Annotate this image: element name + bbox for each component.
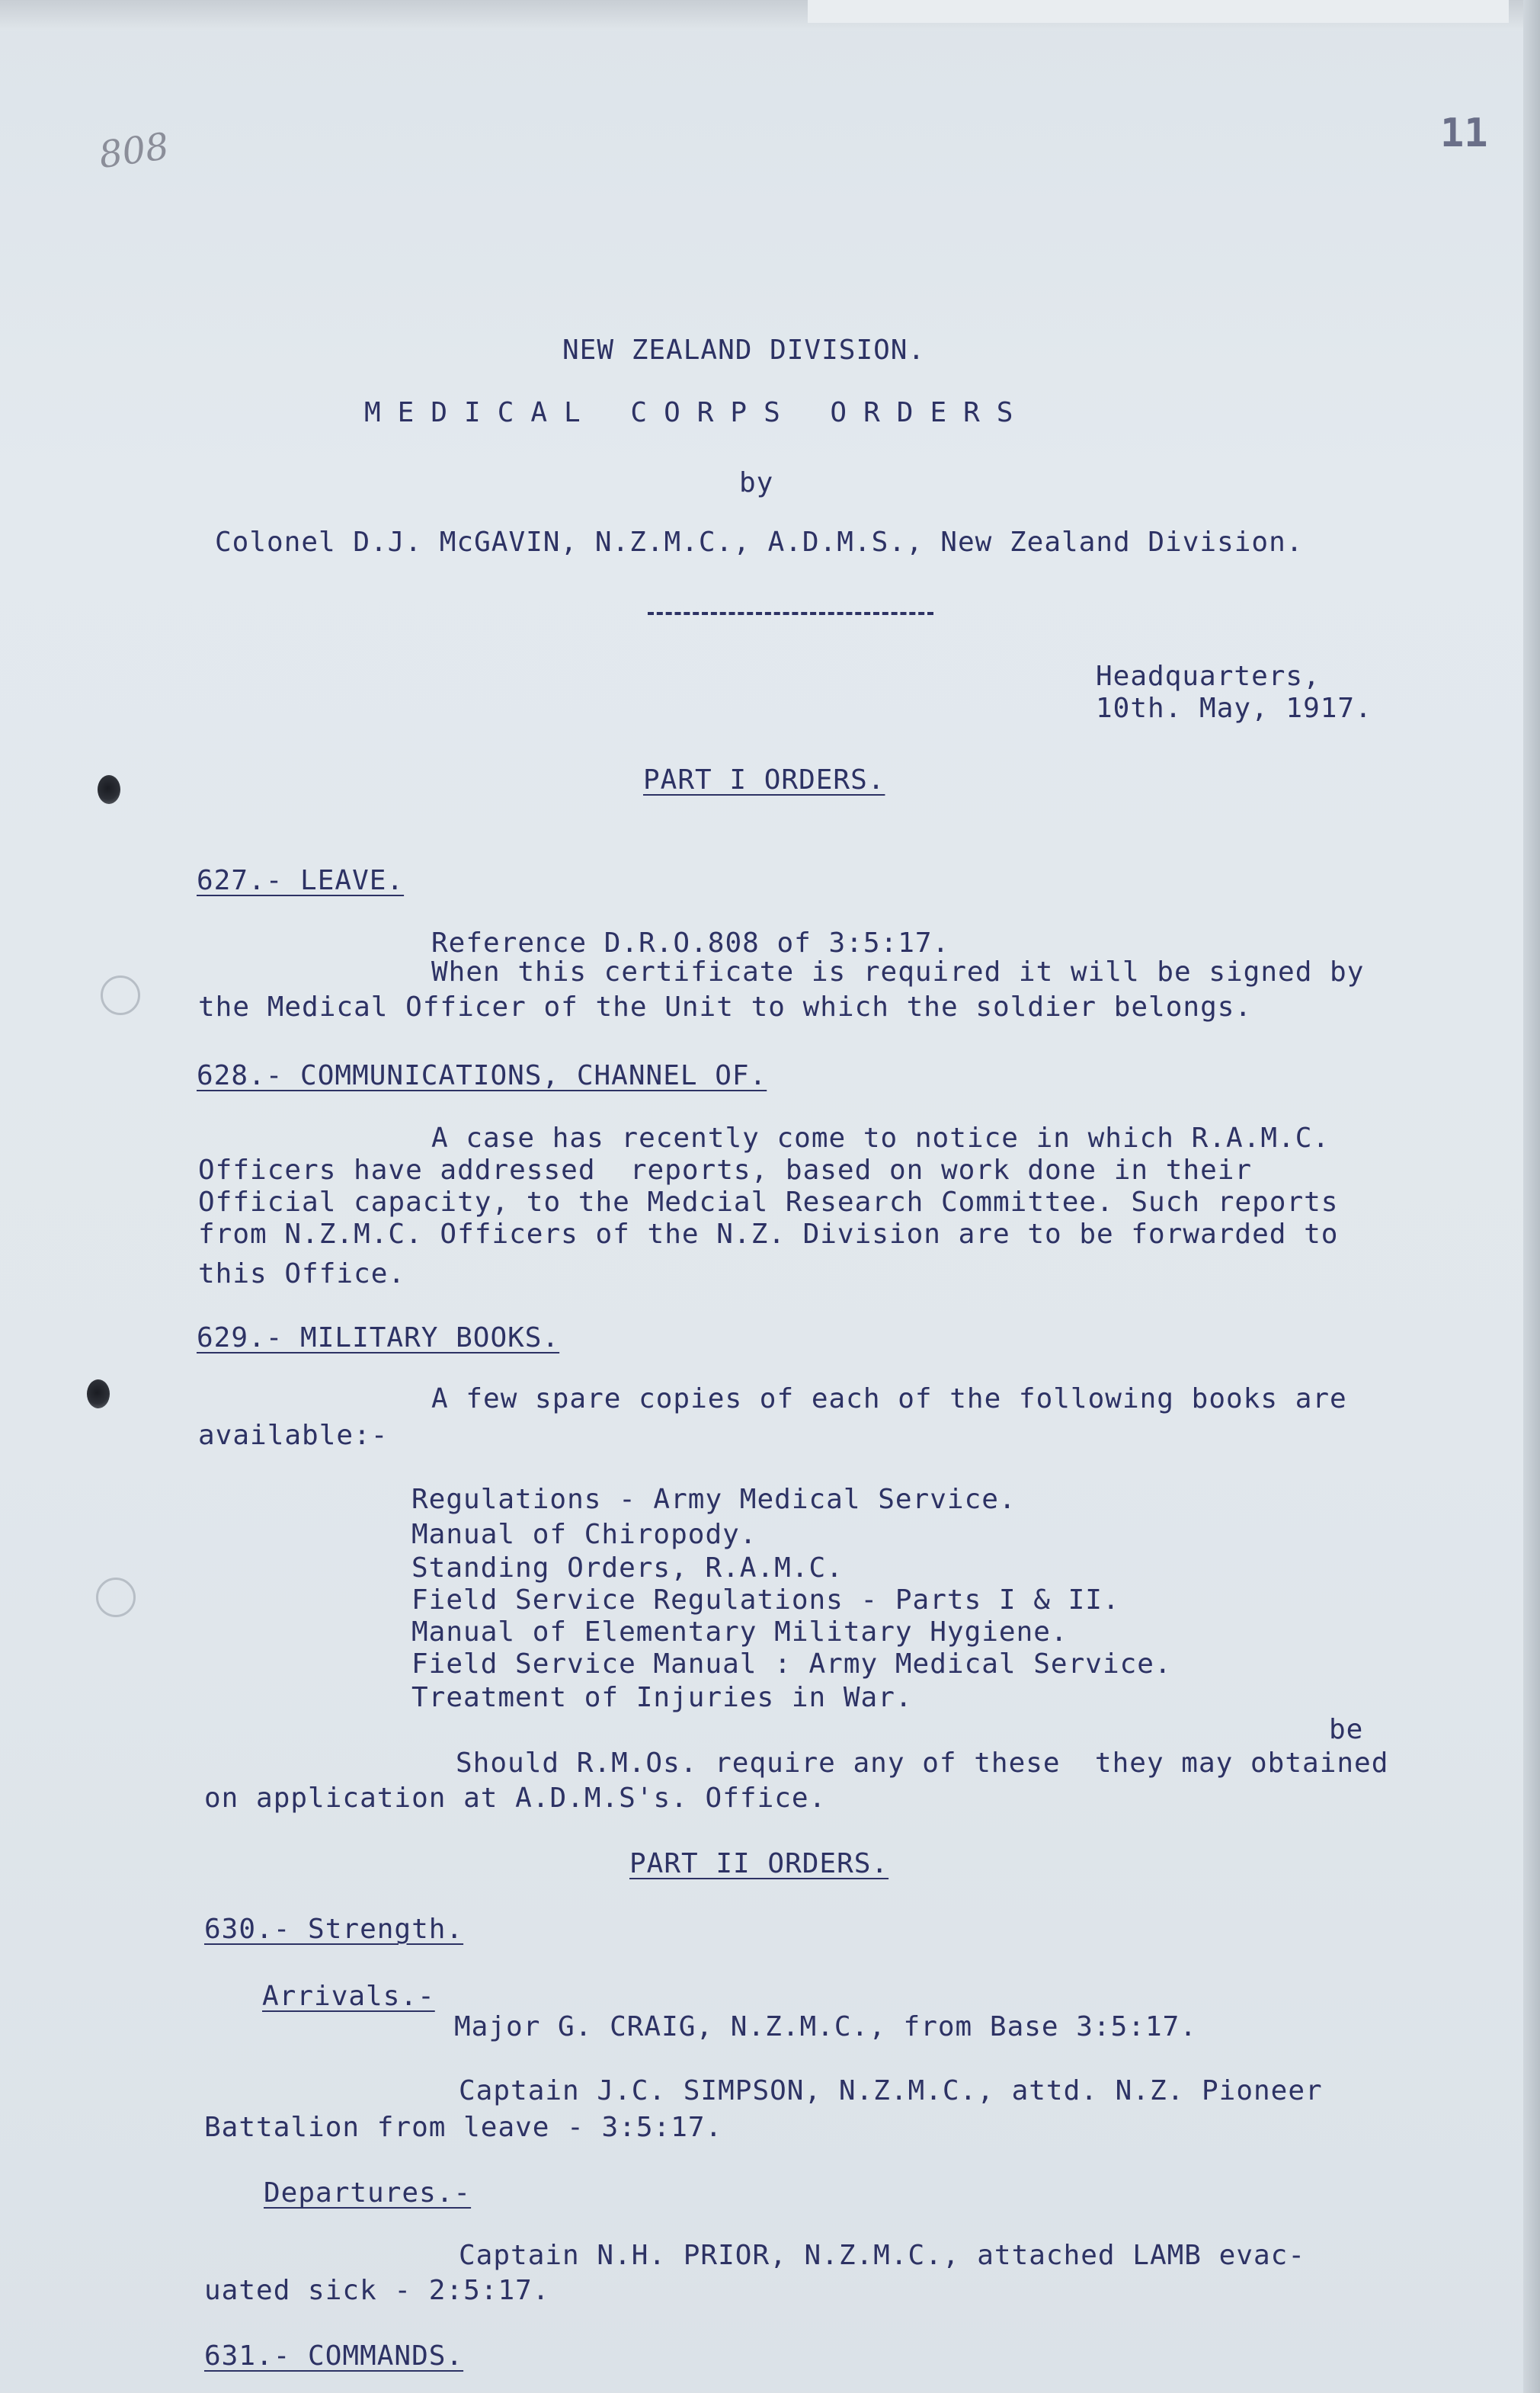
book-list-item: Regulations - Army Medical Service. [411,1484,1017,1515]
order-629-line: available:- [198,1420,389,1451]
book-list-item: Manual of Chiropody. [411,1519,757,1550]
order-628-line: Official capacity, to the Medcial Research Committee. Such reports [198,1187,1339,1218]
book-list-item: Treatment of Injuries in War. [411,1682,913,1713]
punch-hole-mark [101,975,140,1015]
order-629-heading: 629.- MILITARY BOOKS. [197,1322,560,1353]
document-title: MEDICAL CORPS ORDERS [364,397,1030,428]
punch-hole-mark [96,1578,136,1617]
arrival-line: Major G. CRAIG, N.Z.M.C., from Base 3:5:17. [454,2011,1197,2042]
book-list-item: Field Service Regulations - Parts I & II. [411,1584,1120,1616]
order-629-line: on application at A.D.M.S's. Office. [204,1783,827,1814]
order-631-heading: 631.- COMMANDS. [204,2340,464,2372]
handwritten-insertion: be [1329,1714,1364,1745]
location-line: Headquarters, [1096,661,1321,692]
order-630-heading: 630.- Strength. [204,1914,464,1945]
by-line: by [739,467,774,498]
division-heading: NEW ZEALAND DIVISION. [562,335,926,366]
punch-hole [98,775,120,804]
arrival-line: Battalion from leave - 3:5:17. [204,2112,723,2143]
book-list-item: Manual of Elementary Military Hygiene. [411,1616,1068,1648]
page-number: 11 [1440,111,1488,156]
punch-hole [87,1379,110,1408]
page-top-fold [808,0,1509,23]
departure-line: uated sick - 2:5:17. [204,2275,550,2306]
issuer-line: Colonel D.J. McGAVIN, N.Z.M.C., A.D.M.S., New Zealand Division. [215,527,1304,558]
arrival-line: Captain J.C. SIMPSON, N.Z.M.C., attd. N.Z. Pioneer [459,2075,1323,2106]
page-right-edge [1523,0,1540,2393]
order-627-line: When this certificate is required it will be signed by [431,956,1365,988]
separator-rule [648,612,933,615]
departures-heading: Departures.- [264,2177,472,2209]
order-627-line: the Medical Officer of the Unit to which the soldier belongs. [198,991,1253,1023]
date-line: 10th. May, 1917. [1096,693,1372,724]
order-628-line: Officers have addressed reports, based on work done in their [198,1155,1253,1186]
order-627-line: Reference D.R.O.808 of 3:5:17. [431,927,950,959]
order-627-heading: 627.- LEAVE. [197,865,405,896]
order-628-line: from N.Z.M.C. Officers of the N.Z. Division are to be forwarded to [198,1219,1339,1250]
departure-line: Captain N.H. PRIOR, N.Z.M.C., attached LAMB evac- [459,2240,1306,2271]
book-list-item: Field Service Manual : Army Medical Service. [411,1648,1172,1680]
part-two-heading: PART II ORDERS. [629,1848,889,1879]
order-628-line: this Office. [198,1258,406,1289]
book-list-item: Standing Orders, R.A.M.C. [411,1552,844,1584]
order-629-line: Should R.M.Os. require any of these they may obtained [456,1747,1389,1779]
order-629-line: A few spare copies of each of the following books are [431,1383,1347,1414]
handwritten-folio-number: 808 [96,124,172,178]
order-628-heading: 628.- COMMUNICATIONS, CHANNEL OF. [197,1060,767,1091]
arrivals-heading: Arrivals.- [262,1981,435,2012]
order-628-line: A case has recently come to notice in which R.A.M.C. [431,1123,1330,1154]
part-one-heading: PART I ORDERS. [643,764,885,796]
